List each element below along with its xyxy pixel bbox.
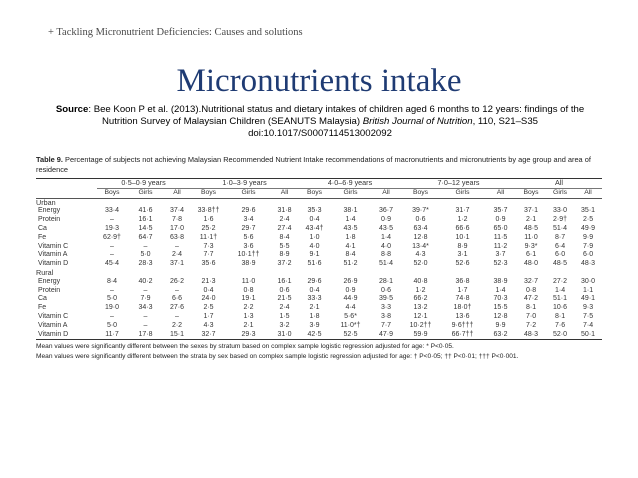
sex-header: Boys [299, 188, 330, 198]
table-cell: 37·1 [169, 260, 184, 268]
table-cell: 1·7 [457, 286, 468, 294]
table-cell: 39·5 [378, 295, 393, 303]
nutrient-label: Ca [38, 224, 47, 232]
table-cell: 49·9 [581, 224, 596, 232]
table-row [36, 260, 602, 269]
table-cell: 47·9 [371, 331, 401, 340]
table-cell: 10·1†† [237, 251, 260, 259]
table-cell: 11·0 [524, 233, 538, 241]
table-cell: 66·2 [413, 295, 428, 303]
table-cell: 48·3 [581, 260, 596, 268]
table-row [36, 225, 602, 234]
table-cell: 48·3 [516, 331, 546, 340]
table-cell: 19·3 [104, 224, 119, 232]
table-cell: 9·6††† [451, 321, 474, 329]
table-cell: 8·1 [554, 312, 566, 320]
table-cell: 38·9 [493, 277, 508, 285]
sex-header: All [164, 188, 190, 198]
slide-title: Micronutrients intake [176, 63, 462, 99]
table-cell: 38·9 [241, 260, 256, 268]
table-cell: 1·8 [345, 233, 356, 241]
table-cell: 5·0 [140, 251, 151, 259]
table-cell: 1·4 [554, 286, 566, 294]
table-cell: 51·6 [307, 260, 322, 268]
table-row [36, 207, 602, 216]
nutrient-label: Vitamin D [36, 331, 97, 340]
nutrient-label: Vitamin C [38, 312, 69, 320]
table-cell: 5·0 [106, 321, 118, 329]
nutrient-label: Energy [38, 207, 61, 215]
table-cell: 1·4 [495, 286, 506, 294]
table-cell: 51·4 [378, 260, 393, 268]
table-cell: 8·4 [106, 277, 118, 285]
table-cell: 15·1 [164, 331, 190, 340]
table-cell: 33·4 [104, 207, 119, 215]
table-cell: – [143, 312, 148, 320]
table-cell: – [143, 242, 148, 250]
table-cell: 1·3 [243, 312, 254, 320]
nutrient-label: Fe [38, 233, 47, 241]
table-caption-text: Percentage of subjects not achieving Malaysian Recommended Nutrient Intake recommendations of macronutrients and micronutrients by age group and area of residence [36, 155, 591, 174]
table-cell: 2·1 [309, 304, 320, 312]
table-cell: 35·3 [307, 207, 322, 215]
table-cell: 30·0 [581, 277, 596, 285]
table-cell: 27·6 [169, 304, 184, 312]
table-cell: 11·0 [241, 277, 256, 285]
table-cell: 6·0 [582, 251, 594, 259]
table-cell: 35·7 [493, 207, 508, 215]
table-cell: 47·2 [524, 295, 539, 303]
sex-header: All [485, 188, 516, 198]
table-cell: 26·2 [169, 277, 184, 285]
table-cell: 19·0 [104, 304, 119, 312]
table-cell: 7·7 [380, 321, 392, 329]
sex-header: Boys [97, 188, 127, 198]
section-row [36, 198, 602, 207]
table-cell: 52·5 [330, 331, 371, 340]
section-row [36, 269, 602, 278]
table-cell: – [175, 242, 179, 250]
table-cell: 11·1† [199, 233, 218, 241]
table-cell: 26·9 [343, 277, 358, 285]
table-cell: 13·6 [455, 312, 470, 320]
sex-header: Boys [401, 188, 440, 198]
table-cell: 2·1 [243, 321, 254, 329]
table-cell: 31·8 [277, 207, 292, 215]
table-cell: 0·8 [525, 286, 537, 294]
age-group-header-row [36, 179, 602, 189]
table-cell: 8·4 [345, 251, 356, 259]
sex-header: Girls [546, 188, 574, 198]
table-row [36, 278, 602, 287]
table-cell: 3·7 [495, 251, 506, 259]
table-cell: 12·8 [493, 312, 508, 320]
table-cell: 1·8 [309, 312, 320, 320]
table-cell: 4·1 [345, 242, 356, 250]
table-cell: 64·7 [138, 233, 153, 241]
table-cell: 43·4† [305, 224, 324, 232]
table-cell: 1·5 [279, 312, 290, 320]
table-cell: 36·7 [378, 207, 393, 215]
breadcrumb: + Tackling Micronutrient Deficiencies: Causes and solutions [48, 27, 303, 38]
table-cell: 31·7 [455, 207, 470, 215]
table-cell: 7·7 [203, 251, 214, 259]
table-cell: 6·6 [171, 295, 183, 303]
header-blank [36, 188, 97, 198]
table-cell: 63·2 [485, 331, 516, 340]
table-cell: 9·3 [582, 304, 594, 312]
table-cell: 13·2 [413, 304, 428, 312]
table-cell: 11·5 [493, 233, 508, 241]
table-row [36, 243, 602, 252]
source-tail: , 110, S21–S35 [472, 116, 538, 127]
table-cell: – [110, 286, 114, 294]
nutrient-label: Vitamin D [38, 260, 69, 268]
sex-header-row [36, 188, 602, 198]
table-cell: 8·4 [279, 233, 290, 241]
table-cell: 51·1 [553, 295, 568, 303]
table-cell: 1·1 [582, 286, 594, 294]
table-cell: 1·7 [203, 312, 214, 320]
table-row [36, 216, 602, 225]
table-cell: 2·4 [279, 216, 290, 224]
table-row [36, 295, 602, 304]
nutrient-label: Energy [38, 277, 61, 285]
table-cell: – [110, 312, 114, 320]
nutrient-label: Ca [38, 295, 47, 303]
table-cell: 40·8 [413, 277, 428, 285]
table-cell: 74·8 [455, 295, 470, 303]
sex-header: Girls [227, 188, 270, 198]
nutrient-label: Protein [38, 286, 61, 294]
table-cell: 52·0 [546, 331, 574, 340]
table-cell: 66·7†† [440, 331, 485, 340]
table-row [36, 287, 602, 296]
table-cell: 8·8 [380, 251, 392, 259]
table-cell: 3·2 [279, 321, 290, 329]
table-cell: 10·2†† [409, 321, 432, 329]
table-footnotes [36, 342, 606, 362]
table-cell: 17·8 [127, 331, 164, 340]
table-cell: 29·6 [307, 277, 322, 285]
table-cell: 9·9 [582, 233, 594, 241]
table-cell: 3·3 [380, 304, 392, 312]
table-cell: 42·5 [299, 331, 330, 340]
table-cell: 52·6 [455, 260, 470, 268]
table-cell: 33·3 [307, 295, 322, 303]
table-cell: 62·9† [103, 233, 121, 241]
table-cell: 28·1 [378, 277, 393, 285]
table-cell: 7·6 [554, 321, 566, 329]
table-cell: 5·6 [243, 233, 254, 241]
source-label: Source [55, 104, 89, 115]
table-cell: 5·0 [106, 295, 118, 303]
table-cell: 12·8 [413, 233, 428, 241]
table-cell: 10·1 [455, 233, 470, 241]
table-cell: 63·8 [169, 233, 184, 241]
table-cell: 16·1 [277, 277, 292, 285]
table-cell: 7·8 [171, 216, 183, 224]
table-cell: 16·1 [138, 216, 153, 224]
table-cell: 10·6 [553, 304, 568, 312]
table-cell: 9·3* [524, 242, 538, 250]
table-cell: 3·4 [243, 216, 254, 224]
table-cell: 9·9 [495, 321, 506, 329]
table-cell: 2·5 [582, 216, 594, 224]
table-row [36, 251, 602, 260]
nutrient-label: Fe [38, 304, 47, 312]
table-cell: 7·3 [203, 242, 214, 250]
table-cell: 18·0† [453, 304, 472, 312]
table-caption [36, 155, 606, 175]
nutrient-label: Protein [38, 216, 61, 224]
table-cell: 33·8†† [197, 207, 220, 215]
table-cell: 1·4 [380, 233, 392, 241]
nutrient-table [36, 178, 602, 340]
table-cell: 8·9 [457, 242, 468, 250]
table-cell: 37·2 [277, 260, 292, 268]
table-cell: 7·9 [582, 242, 594, 250]
table-cell: 4·0 [380, 242, 392, 250]
table-cell: 4·0 [309, 242, 320, 250]
table-cell: 32·7 [190, 331, 227, 340]
table-cell: 35·1 [581, 207, 596, 215]
table-cell: 41·6 [138, 207, 153, 215]
table-cell: 43·5 [343, 224, 358, 232]
table-cell: 1·4 [345, 216, 356, 224]
table-cell: 7·9 [140, 295, 151, 303]
table-cell: 63·4 [413, 224, 428, 232]
sex-header: Boys [516, 188, 546, 198]
table-cell: 7·0 [525, 312, 537, 320]
age-group-label: All [555, 178, 564, 187]
table-cell: 65·0 [493, 224, 508, 232]
table-cell: 0·4 [203, 286, 214, 294]
table-cell: 2·1 [525, 216, 537, 224]
table-cell: 14·5 [138, 224, 153, 232]
sex-header: All [574, 188, 602, 198]
table-cell: 51·4 [553, 224, 568, 232]
footnote: Mean values were significantly different between the sexes by stratum based on complex sample logistic regression adjusted for age: * P<0·05. [36, 343, 454, 351]
section-label: Urban [36, 197, 56, 207]
age-group-header [516, 179, 602, 189]
table-cell: 27·4 [277, 224, 292, 232]
table-cell: – [110, 251, 114, 259]
table-cell: 2·4 [171, 251, 183, 259]
table-cell: 0·4 [309, 216, 320, 224]
table-cell: – [175, 286, 179, 294]
table-cell: 4·3 [203, 321, 214, 329]
table-cell: 48·5 [553, 260, 568, 268]
table-cell: 8·9 [279, 251, 290, 259]
table-cell: 2·5 [203, 304, 214, 312]
table-cell: 24·0 [201, 295, 216, 303]
table-cell: 12·1 [413, 312, 428, 320]
table-cell: 0·9 [380, 216, 392, 224]
table-cell: 21·3 [201, 277, 216, 285]
table-cell: 6·4 [554, 242, 566, 250]
table-cell: 28·3 [138, 260, 153, 268]
age-group-label: 4·0–6·9 years [327, 178, 373, 187]
table-cell: 45·4 [104, 260, 119, 268]
table-cell: 7·4 [582, 321, 594, 329]
table-cell: – [143, 321, 148, 329]
table-cell: 3·8 [380, 312, 392, 320]
sex-header: All [270, 188, 299, 198]
table-cell: 2·2 [171, 321, 183, 329]
table-cell: 9·1 [309, 251, 320, 259]
table-cell: 25·2 [201, 224, 216, 232]
table-cell: 13·4* [412, 242, 429, 250]
table-cell: 0·9 [345, 286, 356, 294]
sex-header: All [371, 188, 401, 198]
table-cell: 59·9 [401, 331, 440, 340]
table-cell: 2·4 [279, 304, 290, 312]
table-cell: 4·3 [415, 251, 426, 259]
table-cell: 2·9† [553, 216, 568, 224]
source-text: : Bee Koon P et al. (2013).Nutritional status and dietary intakes of children aged 6 months to 12 years: findings of the Nutrition Survey of Malaysian Children (SEANUTS Malaysia) [88, 104, 585, 127]
table-cell: 1·2 [457, 216, 468, 224]
table-cell: 4·4 [345, 304, 356, 312]
age-group-label: 7·0–12 years [437, 178, 480, 187]
table-cell: 27·2 [553, 277, 568, 285]
table-cell: – [110, 216, 114, 224]
table-cell: 48·0 [524, 260, 539, 268]
source-citation [40, 104, 600, 140]
table-cell: 11·0*† [340, 321, 361, 329]
table-cell: 11·2 [493, 242, 508, 250]
table-cell: 5·5 [279, 242, 290, 250]
table-cell: 1·6 [203, 216, 214, 224]
table-cell: 37·4 [169, 207, 184, 215]
age-group-header [97, 179, 190, 189]
table-cell: 2·2 [243, 304, 254, 312]
age-group-header [401, 179, 516, 189]
age-group-label: 1·0–3·9 years [222, 178, 267, 187]
table-row [36, 234, 602, 243]
section-label: Rural [36, 267, 54, 277]
table-cell: 3·6 [243, 242, 254, 250]
table-cell: 38·1 [343, 207, 358, 215]
nutrient-label: Vitamin C [38, 242, 69, 250]
table-cell: 33·0 [553, 207, 568, 215]
sex-header: Girls [440, 188, 485, 198]
table-cell: 29·7 [241, 224, 256, 232]
table-cell: 32·7 [524, 277, 539, 285]
table-cell: 0·4 [309, 286, 320, 294]
table-cell: 7·2 [525, 321, 537, 329]
table-row [36, 313, 602, 322]
table-cell: 66·6 [455, 224, 470, 232]
sex-header: Girls [330, 188, 371, 198]
table-cell: 43·5 [378, 224, 393, 232]
table-cell: 50·1 [574, 331, 602, 340]
sex-header: Boys [190, 188, 227, 198]
table-row [36, 322, 602, 331]
table-cell: 40·2 [138, 277, 153, 285]
table-cell: 1·0 [309, 233, 320, 241]
header-blank [36, 179, 97, 189]
table-cell: 1·2 [415, 286, 426, 294]
nutrient-label: Vitamin A [38, 321, 68, 329]
nutrient-label: Vitamin A [38, 251, 68, 259]
table-cell: 0·6 [380, 286, 392, 294]
table-cell: 6·0 [554, 251, 566, 259]
table-cell: 52·3 [493, 260, 508, 268]
table-cell: – [143, 286, 148, 294]
table-cell: 29·3 [227, 331, 270, 340]
table-cell: 15·5 [493, 304, 508, 312]
table-figure [36, 155, 606, 362]
table-cell: 48·5 [524, 224, 539, 232]
table-cell: 21·5 [277, 295, 292, 303]
table-cell: 11·7 [97, 331, 127, 340]
table-cell: 3·9 [309, 321, 320, 329]
table-cell: 44·9 [343, 295, 358, 303]
table-cell: 49·1 [581, 295, 596, 303]
table-cell: 35·6 [201, 260, 216, 268]
footnote: Mean values were significantly different between the strata by sex based on complex sample logistic regression adjusted for age: † P<0·05; †† P<0·01; ††† P<0·001. [36, 353, 519, 361]
age-group-label: 0·5–0·9 years [121, 178, 166, 187]
table-cell: – [110, 242, 114, 250]
table-cell: 0·8 [243, 286, 254, 294]
table-cell: 70·3 [493, 295, 508, 303]
table-cell: 17·0 [169, 224, 184, 232]
table-cell: 3·1 [457, 251, 468, 259]
table-cell: 5·6* [344, 312, 357, 320]
table-cell: 0·6 [415, 216, 426, 224]
table-cell: 0·6 [279, 286, 290, 294]
age-group-header [299, 179, 401, 189]
table-cell: 0·9 [495, 216, 506, 224]
table-cell: 39·7* [412, 207, 429, 215]
table-cell: 52·0 [413, 260, 428, 268]
table-cell: 8·7 [554, 233, 566, 241]
table-cell: – [175, 312, 179, 320]
table-cell: 36·8 [455, 277, 470, 285]
age-group-header [190, 179, 299, 189]
table-cell: 29·6 [241, 207, 256, 215]
source-doi: doi:10.1017/S0007114513002092 [248, 128, 392, 139]
table-cell: 51·2 [343, 260, 358, 268]
sex-header: Girls [127, 188, 164, 198]
table-row [36, 304, 602, 313]
table-cell: 6·1 [525, 251, 537, 259]
table-cell: 31·0 [270, 331, 299, 340]
table-caption-label: Table 9. [36, 155, 63, 164]
table-cell: 19·1 [241, 295, 256, 303]
table-cell: 37·1 [524, 207, 539, 215]
table-cell: 34·3 [138, 304, 153, 312]
source-journal: British Journal of Nutrition [362, 116, 473, 127]
table-row [36, 331, 602, 340]
table-cell: 7·5 [582, 312, 594, 320]
table-cell: 8·1 [525, 304, 537, 312]
